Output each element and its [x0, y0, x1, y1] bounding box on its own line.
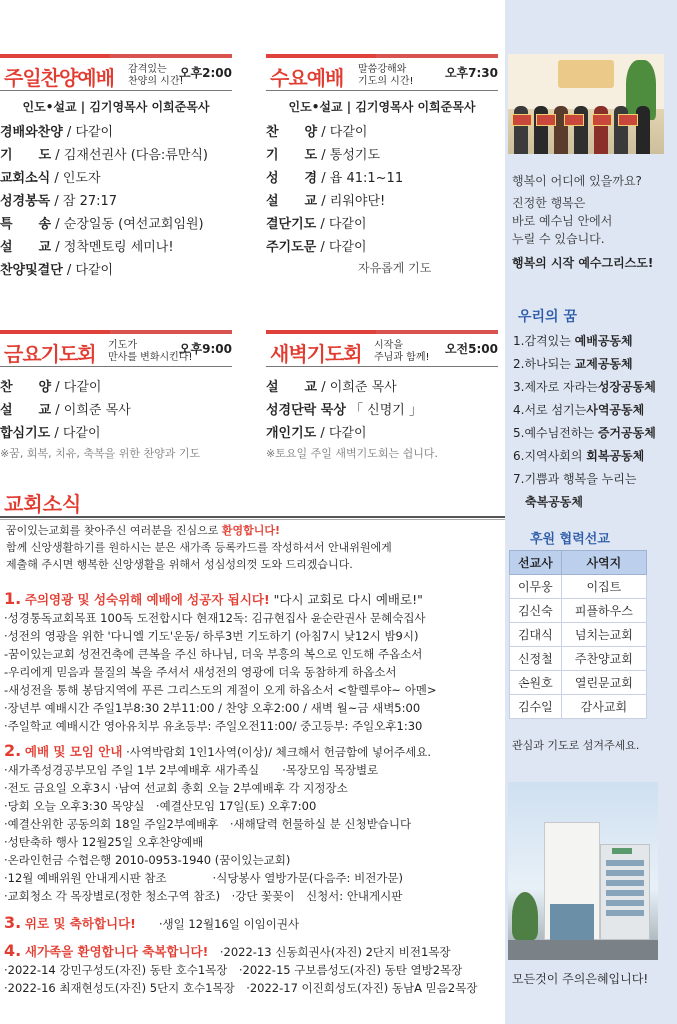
congregation-photo	[508, 54, 664, 154]
wednesday-service	[266, 54, 498, 277]
item-line: ·2022-13 신동희권사(자진) 2단지 비전1목장	[208, 945, 451, 959]
church-building-image	[508, 782, 658, 960]
row-label: 성경봉독	[0, 194, 51, 209]
mission-site: 피플하우스	[561, 599, 646, 623]
item-number: 1.	[4, 589, 22, 608]
mission-row	[510, 599, 647, 623]
welcome-message	[6, 522, 486, 573]
news-item-2	[4, 742, 504, 905]
item-line: ·교회청소 각 목장별로(정한 청소구역 참조) ·강단 꽃꽂이 신청서: 안내게시판	[4, 889, 403, 903]
missionary-name: 이무웅	[510, 575, 562, 599]
item-line: ·새가족성경공부모임 주일 1부 2부예배후 새가족실 ·목장모임 목장별로	[4, 763, 379, 777]
wednesday-sub1: 말씀강해와	[358, 64, 407, 75]
row-value: / 리워야단!	[317, 194, 386, 209]
row-value: 「 신명기 」	[345, 403, 422, 418]
wednesday-leaders: 인도•설교 | 김기영목사 이희준목사	[288, 100, 476, 114]
row-value: / 다같이	[51, 380, 102, 395]
missionary-name: 김신숙	[510, 599, 562, 623]
item-quote: "다시 교회로 다시 예배로!"	[269, 592, 423, 607]
dawn-time: 오전5:00	[444, 342, 498, 356]
sunday-row	[0, 121, 232, 144]
row-label: 주기도문	[266, 240, 317, 255]
dream-text: 5.예수님전하는	[513, 426, 598, 440]
happiness-line: 누릴 수 있습니다.	[512, 232, 605, 246]
wednesday-row	[266, 190, 498, 213]
mission-row	[510, 623, 647, 647]
dawn-row	[266, 376, 498, 399]
item-line: ·당회 오늘 오후3:30 목양실 ·예결산모임 17일(토) 오후7:00	[4, 799, 317, 813]
row-label: 성경단락 묵상	[266, 403, 346, 418]
welcome-line2: 함께 신앙생활하기를 원하시는 분은 새가족 등록카드를 작성하셔서 안내위원에게	[6, 541, 392, 554]
dawn-service	[266, 330, 498, 463]
row-label: 찬 양	[266, 125, 318, 140]
divider	[266, 90, 498, 91]
wednesday-time: 오후7:30	[444, 66, 498, 80]
sunday-service	[0, 54, 232, 282]
row-value: / 다같이	[316, 426, 367, 441]
row-label: 찬 양	[0, 380, 52, 395]
dawn-title: 새벽기도회	[270, 342, 362, 366]
missionary-name: 신정철	[510, 647, 562, 671]
sunday-sub1: 감격있는	[128, 64, 167, 75]
row-value: / 다같이	[316, 217, 367, 232]
dream-emphasis: 증거공동체	[597, 426, 656, 440]
item-line: ·장년부 예배시간 주일1부8:30 2부11:00 / 찬양 오후2:00 / 새벽 월~금 새벽5:00	[4, 701, 421, 715]
row-label: 기 도	[266, 148, 318, 163]
friday-sub1: 기도가	[108, 340, 137, 351]
divider	[0, 54, 232, 58]
item-line: ·성경통독교회목표 100독 도전합시다 현재12독: 김규현집사 윤순란권사 문혜숙집사	[4, 611, 426, 625]
dream-title: 우리의 꿈	[518, 309, 577, 325]
sunday-title: 주일찬양예배	[4, 66, 114, 90]
sunday-row	[0, 236, 232, 259]
friday-row	[0, 376, 232, 399]
wednesday-title: 수요예배	[270, 66, 344, 90]
missionary-name: 김대식	[510, 623, 562, 647]
wednesday-row	[266, 236, 498, 259]
dream-emphasis: 성장공동체	[597, 380, 656, 394]
row-value: / 인도자	[50, 171, 101, 186]
mission-site: 열린문교회	[561, 671, 646, 695]
row-value: / 다같이	[317, 125, 368, 140]
wednesday-row	[266, 213, 498, 236]
item-title: 예배 및 모임 안내	[24, 744, 123, 759]
dream-text: 6.지역사회의	[513, 449, 587, 463]
friday-sub2: 만사를 변화시킨다!	[108, 352, 193, 363]
missionary-name: 김수일	[510, 695, 562, 719]
dream-item	[513, 330, 673, 353]
dream-text: 1.감격있는	[513, 334, 575, 348]
item-line: -우리에게 믿음과 물질의 복을 주셔서 새성전의 영광에 더욱 동참하게 하옵소서	[4, 665, 397, 679]
welcome-highlight: 환영합니다!	[221, 524, 281, 537]
divider	[266, 366, 498, 367]
dream-emphasis: 예배공동체	[574, 334, 633, 348]
dream-emphasis: 회복공동체	[586, 449, 645, 463]
wednesday-row	[266, 144, 498, 167]
dream-emphasis: 교제공동체	[574, 357, 633, 371]
row-label: 설 교	[0, 240, 52, 255]
divider	[0, 366, 232, 367]
mission-header: 선교사	[510, 551, 562, 575]
mission-row	[510, 647, 647, 671]
row-label: 교회소식	[0, 171, 51, 186]
item-line: ·2022-14 강민구성도(자진) 동탄 호수1목장 ·2022-15 구보름성도(자진) 동탄 열방2목장	[4, 963, 463, 977]
item-line: ·생일 12월16일 이임이권사	[135, 917, 300, 931]
dream-text: 2.하나되는	[513, 357, 575, 371]
mission-row	[510, 695, 647, 719]
dream-emphasis: 축복공동체	[525, 495, 583, 509]
item-title: 새가족을 환영합니다 축복합니다!	[24, 944, 209, 959]
welcome-line3: 제출해 주시면 행복한 신앙생활을 위해서 성심성의껏 도와 드리겠습니다.	[6, 558, 353, 571]
item-line: -꿈이있는교회 성전건축에 큰복을 주신 하나님, 더욱 부흥의 복으로 인도해 주옵소서	[4, 647, 423, 661]
sunday-row	[0, 144, 232, 167]
row-value: / 다같이	[50, 426, 101, 441]
row-value: / 잠 27:17	[50, 194, 118, 209]
dream-item	[513, 399, 673, 422]
dream-list	[513, 330, 673, 514]
item-line: ·성전의 영광을 위한 '다니엘 기도'운동/ 하루3번 기도하기 (아침7시 낮12시 밤9시)	[4, 629, 419, 643]
friday-service	[0, 330, 232, 463]
item-line: ·예결산위한 공동의회 18일 주일2부예배후 ·새해달력 헌물하실 분 신청받습니다	[4, 817, 412, 831]
item-title: 주의영광 및 성숙위해 예배에 성공자 됩시다!	[24, 592, 270, 607]
item-title: 위로 및 축하합니다!	[24, 916, 136, 931]
sunday-row	[0, 190, 232, 213]
wednesday-note: 자유롭게 기도	[358, 261, 432, 275]
happiness-slogan: 행복의 시작 예수그리스도!	[512, 256, 654, 270]
row-value: / 욥 41:1~11	[317, 171, 404, 186]
item-line: ·12월 예배위원 안내게시판 참조 ·식당봉사 열방가문(다음주: 비전가문)	[4, 871, 404, 885]
mission-site: 주찬양교회	[561, 647, 646, 671]
item-line: ·전도 금요일 오후3시 ·남여 선교회 총회 오늘 2부예배후 각 지정장소	[4, 781, 348, 795]
row-value: / 정착멘토링 세미나!	[51, 240, 174, 255]
row-value: / 김재선권사 (다음:류만식)	[51, 148, 209, 163]
dream-emphasis: 사역공동체	[586, 403, 645, 417]
row-label: 기 도	[0, 148, 52, 163]
mission-table	[509, 550, 647, 719]
dawn-sub1: 시작을	[374, 340, 403, 351]
mission-note: 관심과 기도로 섬겨주세요.	[512, 739, 640, 752]
mission-site: 이집트	[561, 575, 646, 599]
item-number: 4.	[4, 941, 22, 960]
dawn-note: ※토요일 주일 새벽기도회는 쉽니다.	[266, 447, 438, 460]
mission-site: 넘치는교회	[561, 623, 646, 647]
dream-text: 3.제자로 자라는	[513, 380, 598, 394]
friday-row	[0, 422, 232, 445]
row-label: 성 경	[266, 171, 318, 186]
item-line: ·2022-16 최재현성도(자진) 5단지 호수1목장 ·2022-17 이진희성도(자진) 동남A 믿음2목장	[4, 981, 478, 995]
row-label: 결단기도	[266, 217, 317, 232]
dream-text: 4.서로 섬기는	[513, 403, 587, 417]
mission-title: 후원 협력선교	[530, 532, 610, 547]
friday-title: 금요기도회	[4, 342, 96, 366]
sunday-row	[0, 213, 232, 236]
row-value: / 이희준 목사	[317, 380, 397, 395]
happiness-line: 진정한 행복은	[512, 196, 586, 210]
happiness-text	[512, 172, 653, 272]
friday-row	[0, 399, 232, 422]
missionary-name: 손원호	[510, 671, 562, 695]
row-value: / 다같이	[316, 240, 367, 255]
item-line: ·성탄축하 행사 12월25일 오후찬양예배	[4, 835, 204, 849]
item-line: ·온라인헌금 수협은행 2010-0953-1940 (꿈이있는교회)	[4, 853, 291, 867]
sunday-row	[0, 167, 232, 190]
row-label: 개인기도	[266, 426, 317, 441]
row-value: / 이희준 목사	[51, 403, 131, 418]
row-label: 찬양및결단	[0, 263, 63, 278]
sunday-leaders: 인도•설교 | 김기영목사 이희준목사	[22, 100, 210, 114]
news-title: 교회소식	[4, 492, 82, 516]
dawn-row	[266, 422, 498, 445]
mission-row	[510, 575, 647, 599]
row-label: 설 교	[0, 403, 52, 418]
item-number: 3.	[4, 913, 22, 932]
news-item-4	[4, 942, 504, 997]
row-value: / 다같이	[62, 125, 114, 140]
sunday-sub2: 찬양의 시간!	[128, 76, 184, 87]
dream-item	[513, 353, 673, 376]
wednesday-row	[266, 121, 498, 144]
row-value: / 통성기도	[317, 148, 381, 163]
divider	[0, 516, 505, 518]
row-label: 설 교	[266, 380, 318, 395]
dream-item	[513, 491, 673, 514]
wednesday-row	[266, 167, 498, 190]
dream-item	[513, 376, 673, 399]
dream-item	[513, 468, 673, 491]
dream-text: 7.기쁨과 행복을 누리는	[513, 472, 637, 486]
mission-row	[510, 671, 647, 695]
dawn-row	[266, 399, 498, 422]
dream-item	[513, 445, 673, 468]
divider	[0, 330, 232, 334]
mission-site: 감사교회	[561, 695, 646, 719]
row-label: 설 교	[266, 194, 318, 209]
item-line: ·주일학교 예배시간 영아유치부 유초등부: 주일오전11:00/ 중고등부: 주일오후1:30	[4, 719, 423, 733]
welcome-line1: 꿈이있는교회를 찾아주신 여러분을 진심으로	[6, 524, 222, 537]
row-value: / 순장일동 (여선교회임원)	[51, 217, 204, 232]
closing-note: 모든것이 주의은혜입니다!	[512, 972, 649, 986]
divider	[266, 54, 498, 58]
item-number: 2.	[4, 741, 22, 760]
dawn-sub2: 주님과 함께!	[374, 352, 430, 363]
row-value: / 다같이	[62, 263, 114, 278]
dream-item	[513, 422, 673, 445]
wednesday-sub2: 기도의 시간!	[358, 76, 414, 87]
happiness-line: 바로 예수님 안에서	[512, 214, 613, 228]
item-line: -새성전을 통해 봉담지역에 푸른 그리스도의 계절이 오게 하옵소서 <할렐루야~ 아멘>	[4, 683, 437, 697]
row-label: 합심기도	[0, 426, 51, 441]
sunday-row	[0, 259, 232, 282]
sunday-time: 오후2:00	[178, 66, 232, 80]
divider	[266, 330, 498, 334]
happiness-line: 행복이 어디에 있을까요?	[512, 174, 642, 188]
news-item-1	[4, 590, 504, 735]
divider	[0, 519, 505, 520]
row-label: 특 송	[0, 217, 52, 232]
item-line: ·사역박람회 1인1사역(이상)/ 체크해서 헌금함에 넣어주세요.	[122, 745, 432, 759]
news-item-3	[4, 914, 504, 933]
friday-note: ※꿈, 회복, 치유, 축복을 위한 찬양과 기도	[0, 447, 201, 460]
row-label: 경배와찬양	[0, 125, 63, 140]
mission-header: 사역지	[561, 551, 646, 575]
divider	[0, 90, 232, 91]
friday-time: 오후9:00	[178, 342, 232, 356]
